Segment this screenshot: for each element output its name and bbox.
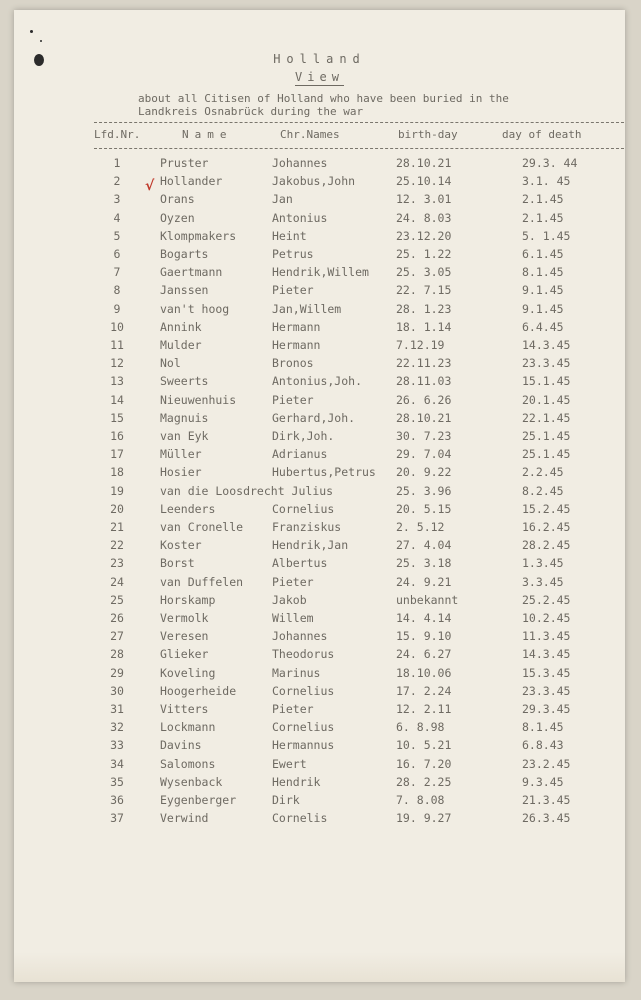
- row-number: 31: [110, 702, 124, 716]
- row-birth-day: 20. 9.22: [396, 465, 452, 480]
- row-birth-day: 28. 1.23: [396, 301, 452, 316]
- row-christian-names: Pieter: [272, 702, 314, 716]
- column-header-day-of-death: day of death: [502, 128, 582, 141]
- row-christian-names: Pieter: [272, 392, 314, 407]
- row-christian-names: Franziskus: [272, 520, 342, 534]
- row-number: 32: [110, 720, 124, 735]
- row-number: 33: [110, 738, 124, 753]
- row-name: Vermolk: [160, 611, 209, 625]
- row-day-of-death: 29.3.45: [522, 702, 571, 716]
- row-christian-names: Gerhard,Joh.: [272, 410, 356, 425]
- row-birth-day: 29. 7.04: [396, 447, 452, 462]
- row-number: 28: [110, 647, 124, 662]
- row-name: Oyzen: [160, 210, 195, 225]
- row-birth-day: 25. 3.18: [396, 556, 452, 571]
- row-name: Veresen: [160, 629, 209, 644]
- table-row: [14, 793, 625, 811]
- row-birth-day: 28.10.21: [396, 156, 452, 170]
- table-row: [14, 520, 625, 538]
- row-day-of-death: 15.3.45: [522, 665, 571, 680]
- row-christian-names: Jan,Willem: [272, 301, 342, 316]
- row-name: van Cronelle: [160, 520, 244, 534]
- row-name: Verwind: [160, 811, 209, 826]
- row-day-of-death: 9.3.45: [522, 774, 564, 789]
- document-title: Holland: [273, 52, 366, 66]
- row-number: 3: [113, 192, 121, 207]
- row-day-of-death: 6.4.45: [522, 319, 564, 334]
- row-number: 23: [110, 556, 124, 571]
- row-birth-day: 28.10.21: [396, 410, 452, 425]
- table-row: [14, 757, 625, 775]
- row-birth-day: 26. 6.26: [396, 392, 452, 407]
- row-number: 17: [110, 447, 124, 462]
- row-number: 22: [110, 538, 124, 553]
- row-birth-day: 19. 9.27: [396, 811, 452, 826]
- intro-line-2: Landkreis Osnabrück during the war: [138, 105, 364, 118]
- row-christian-names: Willem: [272, 611, 314, 625]
- row-christian-names: Pieter: [272, 283, 314, 298]
- column-header-chr-names: Chr.Names: [280, 128, 340, 141]
- row-name: Glieker: [160, 647, 209, 662]
- row-number: 10: [110, 319, 124, 334]
- row-number: 24: [110, 574, 124, 589]
- table-row: [14, 229, 625, 247]
- table-row: [14, 502, 625, 520]
- row-name: Müller: [160, 447, 202, 462]
- row-name: Hosier: [160, 465, 202, 480]
- row-number: 14: [110, 392, 124, 407]
- row-number: 26: [110, 611, 124, 625]
- row-birth-day: 14. 4.14: [396, 611, 452, 625]
- top-rule: [94, 122, 624, 123]
- table-row: [14, 775, 625, 793]
- row-day-of-death: 2.2.45: [522, 465, 564, 480]
- row-name: van Duffelen: [160, 574, 244, 589]
- row-number: 34: [110, 756, 124, 771]
- row-christian-names: Hermann: [272, 319, 321, 334]
- row-number: 8: [113, 283, 121, 298]
- table-row: [14, 393, 625, 411]
- row-name: Hollander: [160, 174, 223, 189]
- table-row: [14, 447, 625, 465]
- row-birth-day: 24. 8.03: [396, 210, 452, 225]
- row-day-of-death: 6.1.45: [522, 247, 564, 261]
- row-christian-names: Adrianus: [272, 447, 328, 462]
- row-name: Koveling: [160, 665, 216, 680]
- table-row: [14, 302, 625, 320]
- row-name: Nol: [160, 356, 181, 371]
- row-christian-names: Cornelius: [272, 501, 335, 516]
- row-day-of-death: 25.1.45: [522, 429, 571, 443]
- row-day-of-death: 1.3.45: [522, 556, 564, 571]
- row-birth-day: 12. 3.01: [396, 192, 452, 207]
- row-day-of-death: 10.2.45: [522, 611, 571, 625]
- row-number: 12: [110, 356, 124, 371]
- row-name: Koster: [160, 538, 202, 553]
- row-name: van't hoog: [160, 301, 230, 316]
- row-name: Annink: [160, 319, 202, 334]
- table-row: [14, 556, 625, 574]
- row-birth-day: 24. 6.27: [396, 647, 452, 662]
- row-christian-names: Jakob: [272, 592, 307, 607]
- row-day-of-death: 25.2.45: [522, 592, 571, 607]
- row-name: Borst: [160, 556, 195, 571]
- column-header-name: Name: [182, 128, 233, 141]
- table-row: [14, 429, 625, 447]
- table-row: [14, 265, 625, 283]
- row-name: Vitters: [160, 702, 209, 716]
- row-christian-names: Pieter: [272, 574, 314, 589]
- row-day-of-death: 9.1.45: [522, 301, 564, 316]
- row-christian-names: Dirk,Joh.: [272, 429, 335, 443]
- row-name: Klompmakers: [160, 228, 237, 243]
- row-birth-day: 6. 8.98: [396, 720, 445, 735]
- row-number: 6: [113, 247, 121, 261]
- row-christian-names: Hendrik,Willem: [272, 265, 369, 280]
- row-day-of-death: 2.1.45: [522, 210, 564, 225]
- row-christian-names: Hendrik: [272, 774, 321, 789]
- row-birth-day: 30. 7.23: [396, 429, 452, 443]
- table-row: [14, 575, 625, 593]
- table-row: [14, 811, 625, 829]
- table-row: [14, 356, 625, 374]
- row-number: 13: [110, 374, 124, 389]
- row-name: Sweerts: [160, 374, 209, 389]
- row-birth-day: 27. 4.04: [396, 538, 452, 553]
- table-row: [14, 720, 625, 738]
- row-name: Davins: [160, 738, 202, 753]
- row-number: 20: [110, 501, 124, 516]
- row-birth-day: 28.11.03: [396, 374, 452, 389]
- row-birth-day: 23.12.20: [396, 228, 452, 243]
- row-birth-day: 12. 2.11: [396, 702, 452, 716]
- row-birth-day: 7. 8.08: [396, 793, 445, 807]
- row-day-of-death: 3.1. 45: [522, 174, 571, 189]
- table-row: [14, 411, 625, 429]
- row-name: Lockmann: [160, 720, 216, 735]
- table-row: [14, 684, 625, 702]
- row-christian-names: Heint: [272, 228, 307, 243]
- row-christian-names: Theodorus: [272, 647, 335, 662]
- row-christian-names: Marinus: [272, 665, 321, 680]
- row-name: Leenders: [160, 501, 216, 516]
- row-name: Pruster: [160, 156, 209, 170]
- row-day-of-death: 28.2.45: [522, 538, 571, 553]
- table-row: [14, 465, 625, 483]
- table-row: [14, 156, 625, 174]
- ink-dot: [40, 40, 42, 42]
- row-day-of-death: 6.8.43: [522, 738, 564, 753]
- row-number: 30: [110, 683, 124, 698]
- row-christian-names: Ewert: [272, 756, 307, 771]
- row-christian-names: Cornelius: [272, 720, 335, 735]
- row-day-of-death: 8.1.45: [522, 720, 564, 735]
- row-number: 36: [110, 793, 124, 807]
- row-christian-names: Hermann: [272, 338, 321, 352]
- table-row: [14, 629, 625, 647]
- row-day-of-death: 14.3.45: [522, 338, 571, 352]
- row-christian-names: Hermannus: [272, 738, 335, 753]
- document-subtitle: [14, 70, 625, 84]
- column-header-no: Lfd.Nr.: [94, 128, 141, 141]
- row-number: 35: [110, 774, 124, 789]
- row-birth-day: 25. 3.05: [396, 265, 452, 280]
- row-birth-day: 22.11.23: [396, 356, 452, 371]
- row-name: Wysenback: [160, 774, 223, 789]
- row-number: 27: [110, 629, 124, 644]
- table-row: [14, 174, 625, 192]
- intro-text: [138, 92, 598, 118]
- row-birth-day: unbekannt: [396, 592, 459, 607]
- row-birth-day: 10. 5.21: [396, 738, 452, 753]
- row-number: 7: [113, 265, 121, 280]
- row-birth-day: 25. 1.22: [396, 247, 452, 261]
- row-day-of-death: 29.3. 44: [522, 156, 578, 170]
- row-name: Mulder: [160, 338, 202, 352]
- row-christian-names: Hubertus,Petrus: [272, 465, 376, 480]
- table-row: [14, 247, 625, 265]
- row-day-of-death: 20.1.45: [522, 392, 571, 407]
- table-row: [14, 611, 625, 629]
- row-birth-day: 22. 7.15: [396, 283, 452, 298]
- table-row: [14, 211, 625, 229]
- table-row: [14, 702, 625, 720]
- row-name: Janssen: [160, 283, 209, 298]
- row-day-of-death: 2.1.45: [522, 192, 564, 207]
- table-row: [14, 593, 625, 611]
- intro-line-1: about all Citisen of Holland who have been buried in the: [138, 92, 509, 105]
- column-header-birth-day: birth-day: [398, 128, 458, 141]
- row-birth-day: 25.10.14: [396, 174, 452, 189]
- table-row: [14, 666, 625, 684]
- row-birth-day: 18.10.06: [396, 665, 452, 680]
- row-day-of-death: 21.3.45: [522, 793, 571, 807]
- row-birth-day: 24. 9.21: [396, 574, 452, 589]
- row-number: 11: [110, 338, 124, 352]
- row-birth-day: 18. 1.14: [396, 319, 452, 334]
- row-christian-names: Antonius: [272, 210, 328, 225]
- row-christian-names: Petrus: [272, 247, 314, 261]
- table-row: [14, 738, 625, 756]
- table-row: [14, 647, 625, 665]
- red-check-mark: √: [145, 178, 155, 194]
- row-day-of-death: 8.2.45: [522, 483, 564, 498]
- table-row: [14, 283, 625, 301]
- row-birth-day: 28. 2.25: [396, 774, 452, 789]
- row-number: 1: [113, 156, 121, 170]
- row-birth-day: 7.12.19: [396, 338, 445, 352]
- row-day-of-death: 11.3.45: [522, 629, 571, 644]
- row-name: Orans: [160, 192, 195, 207]
- row-day-of-death: 5. 1.45: [522, 228, 571, 243]
- row-day-of-death: 15.1.45: [522, 374, 571, 389]
- row-christian-names: Bronos: [272, 356, 314, 371]
- row-number: 19: [110, 483, 124, 498]
- table-row: [14, 484, 625, 502]
- row-birth-day: 2. 5.12: [396, 520, 445, 534]
- row-birth-day: 17. 2.24: [396, 683, 452, 698]
- document-page: [14, 10, 625, 982]
- row-number: 9: [113, 301, 121, 316]
- table-row: [14, 320, 625, 338]
- row-name: Nieuwenhuis: [160, 392, 237, 407]
- row-day-of-death: 16.2.45: [522, 520, 571, 534]
- row-day-of-death: 14.3.45: [522, 647, 571, 662]
- row-christian-names: Hendrik,Jan: [272, 538, 349, 553]
- row-name: Horskamp: [160, 592, 216, 607]
- row-day-of-death: 25.1.45: [522, 447, 571, 462]
- row-number: 5: [113, 228, 121, 243]
- row-day-of-death: 23.2.45: [522, 756, 571, 771]
- row-christian-names: Jakobus,John: [272, 174, 356, 189]
- row-number: 37: [110, 811, 124, 826]
- row-number: 2: [113, 174, 121, 189]
- row-number: 29: [110, 665, 124, 680]
- row-name: Magnuis: [160, 410, 209, 425]
- row-christian-names: Cornelis: [272, 811, 328, 826]
- row-day-of-death: 23.3.45: [522, 356, 571, 371]
- row-name: van die Loosdrecht Julius: [160, 483, 334, 498]
- row-day-of-death: 22.1.45: [522, 410, 571, 425]
- row-christian-names: Jan: [272, 192, 293, 207]
- row-name: Bogarts: [160, 247, 209, 261]
- row-name: Salomons: [160, 756, 216, 771]
- row-birth-day: 20. 5.15: [396, 501, 452, 516]
- row-day-of-death: 8.1.45: [522, 265, 564, 280]
- row-name: van Eyk: [160, 429, 209, 443]
- row-number: 25: [110, 592, 124, 607]
- row-birth-day: 25. 3.96: [396, 483, 452, 498]
- row-day-of-death: 26.3.45: [522, 811, 571, 826]
- row-day-of-death: 15.2.45: [522, 501, 571, 516]
- ink-dot: [30, 30, 33, 33]
- row-number: 18: [110, 465, 124, 480]
- row-number: 15: [110, 410, 124, 425]
- row-number: 4: [113, 210, 121, 225]
- table-row: [14, 192, 625, 210]
- row-name: Eygenberger: [160, 793, 237, 807]
- row-number: 16: [110, 429, 124, 443]
- row-day-of-death: 9.1.45: [522, 283, 564, 298]
- row-christian-names: Johannes: [272, 629, 328, 644]
- table-row: [14, 338, 625, 356]
- row-christian-names: Johannes: [272, 156, 328, 170]
- row-birth-day: 15. 9.10: [396, 629, 452, 644]
- row-name: Hoogerheide: [160, 683, 237, 698]
- row-name: Gaertmann: [160, 265, 223, 280]
- subtitle-text: View: [295, 70, 344, 84]
- row-christian-names: Antonius,Joh.: [272, 374, 363, 389]
- row-number: 21: [110, 520, 124, 534]
- row-christian-names: Dirk: [272, 793, 300, 807]
- header-rule: [94, 148, 624, 149]
- row-christian-names: Albertus: [272, 556, 328, 571]
- row-birth-day: 16. 7.20: [396, 756, 452, 771]
- row-day-of-death: 3.3.45: [522, 574, 564, 589]
- table-row: [14, 538, 625, 556]
- table-row: [14, 374, 625, 392]
- row-christian-names: Cornelius: [272, 683, 335, 698]
- row-day-of-death: 23.3.45: [522, 683, 571, 698]
